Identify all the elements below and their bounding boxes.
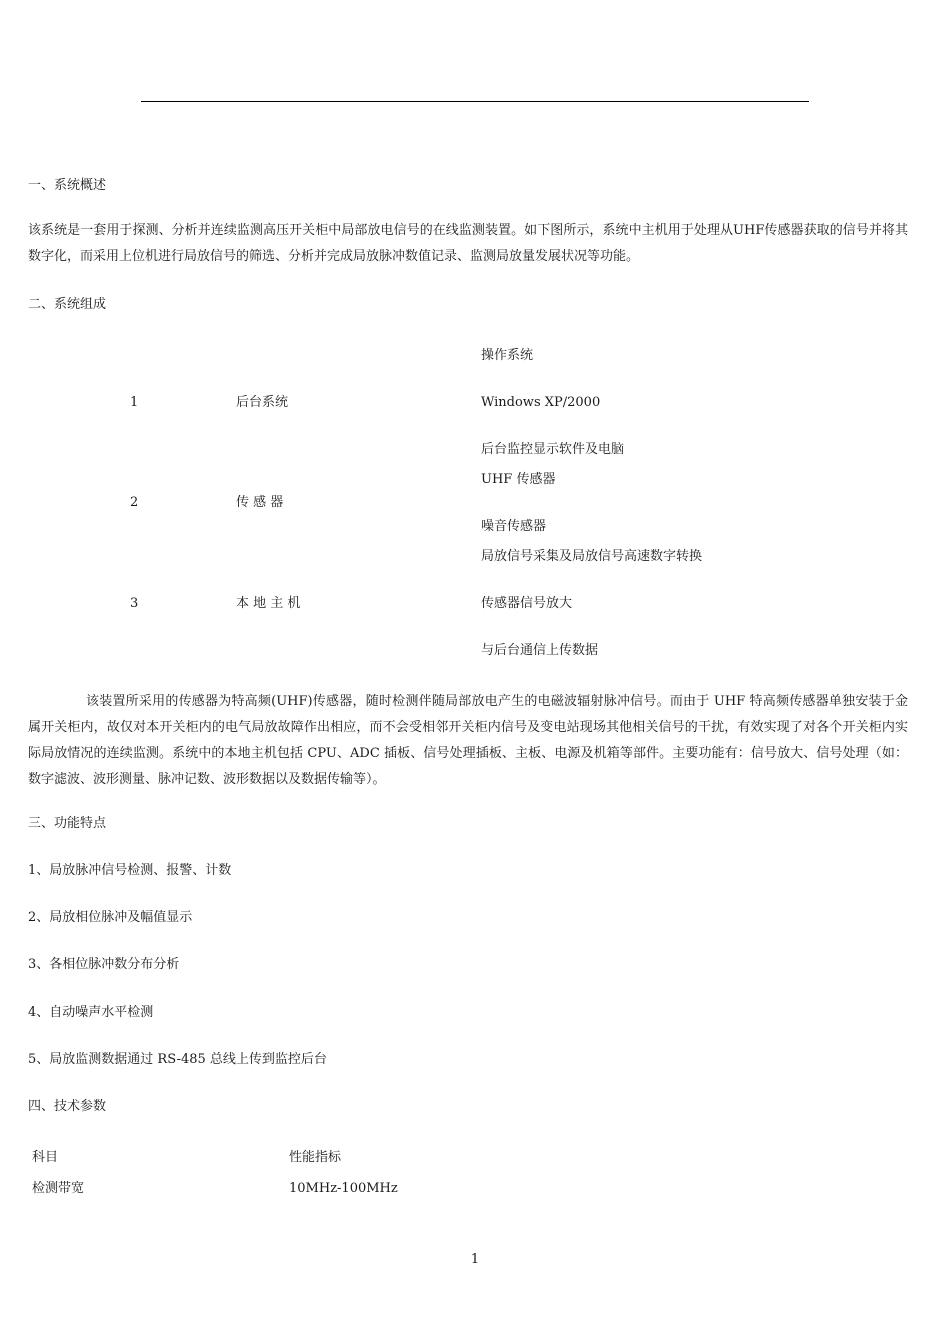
feature-item: 4、自动噪声水平检测 (28, 1005, 154, 1020)
specs-cell: 检测带宽 (32, 1181, 85, 1196)
specs-header-subject: 科目 (32, 1150, 59, 1165)
header-rule (141, 101, 809, 102)
feature-item: 5、局放监测数据通过 RS-485 总线上传到监控后台 (28, 1052, 327, 1067)
specs-cell: 10MHz-100MHz (289, 1181, 398, 1196)
composition-item: 操作系统 (481, 348, 534, 363)
composition-row-name: 本 地 主 机 (236, 596, 301, 611)
overview-paragraph: 该系统是一套用于探测、分析并连续监测高压开关柜中局部放电信号的在线监测装置。如下图所示，系统中主机用于处理从UHF传感器获取的信号并将其数字化，而采用上位机进行局放信号的筛选、分析并完成局放脉冲数值记录、监测局放量发展状况等功能。 (28, 223, 908, 264)
section-heading-features: 三、功能特点 (28, 816, 107, 831)
composition-item: UHF 传感器 (481, 472, 556, 487)
composition-row-number: 3 (130, 596, 139, 611)
composition-row-number: 1 (130, 395, 139, 410)
composition-row-name: 传 感 器 (236, 495, 284, 510)
page-number: 1 (470, 1252, 480, 1267)
feature-item: 2、局放相位脉冲及幅值显示 (28, 910, 193, 925)
composition-item: Windows XP/2000 (481, 395, 601, 410)
composition-row-number: 2 (130, 495, 139, 510)
composition-item: 传感器信号放大 (481, 596, 573, 611)
feature-item: 1、局放脉冲信号检测、报警、计数 (28, 863, 232, 878)
composition-item: 与后台通信上传数据 (481, 643, 599, 658)
specs-header-performance: 性能指标 (289, 1150, 342, 1165)
section-heading-specs: 四、技术参数 (28, 1099, 107, 1114)
composition-row-name: 后台系统 (236, 395, 289, 410)
composition-item: 噪音传感器 (481, 519, 547, 534)
sensor-paragraph: 该装置所采用的传感器为特高频(UHF)传感器，随时检测伴随局部放电产生的电磁波辐射脉冲信号。而由于 UHF 特高频传感器单独安装于金属开关柜内，故仅对本开关柜内的电气局放故障作出相应，而不会受相邻开关柜内信号及变电站现场其他相关信号的干扰，有效实现了对各个开关柜内实际局放情况的连续监测。系统中的本地主机包括 CPU、ADC 插板、信号处理插板、主板、电源及机箱等部件。主要功能有：信号放大、信号处理（如：数字滤波、波形测量、脉冲记数、波形数据以及数据传输等）。 (28, 694, 908, 787)
composition-item: 局放信号采集及局放信号高速数字转换 (481, 549, 703, 564)
feature-item: 3、各相位脉冲数分布分析 (28, 957, 180, 972)
section-heading-overview: 一、系统概述 (28, 178, 107, 193)
section-heading-composition: 二、系统组成 (28, 297, 107, 312)
composition-item: 后台监控显示软件及电脑 (481, 442, 625, 457)
